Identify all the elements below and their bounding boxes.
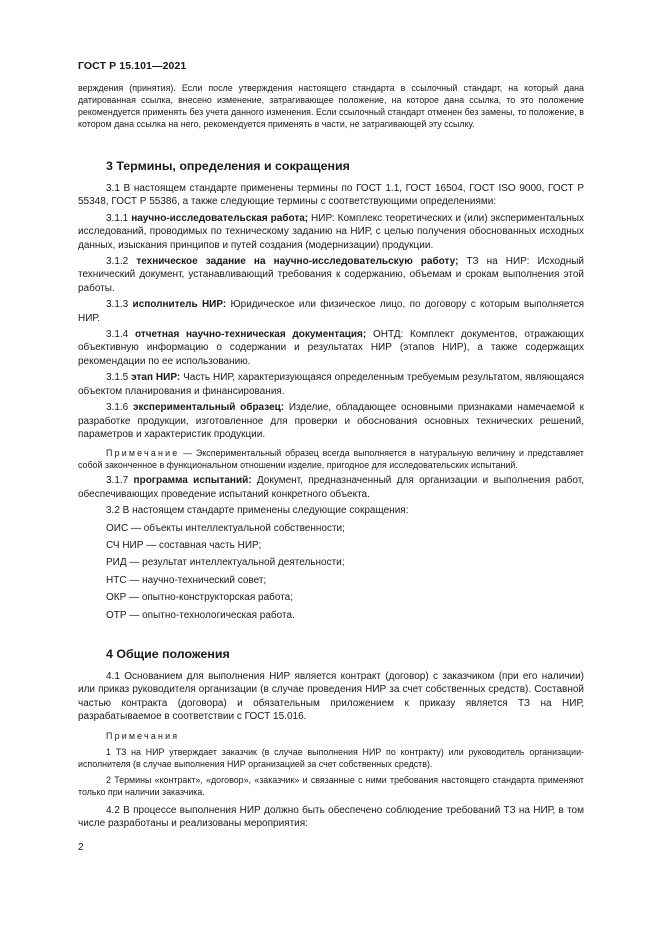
document-header: ГОСТ Р 15.101—2021	[78, 60, 187, 72]
term-name: техническое задание на научно-исследовательскую работу;	[136, 256, 459, 268]
paragraph-3-2: 3.2 В настоящем стандарте применены следующие сокращения:	[106, 505, 409, 517]
abbreviation-item: НТС — научно-технический совет;	[106, 574, 267, 586]
term-3-1-2: 3.1.2 техническое задание на научно-исследовательскую работу; ТЗ на НИР: Исходный технический документ, устанавливающий требования к содержанию, объемам и срокам выполнения этой работы.	[78, 256, 584, 294]
term-3-1-7: 3.1.7 программа испытаний: Документ, предназначенный для организации и выполнения работ, обеспечивающих проведение испытаний конкретного объекта.	[78, 475, 584, 500]
page-content	[78, 82, 584, 830]
term-name: этап НИР:	[131, 372, 181, 384]
term-3-1-5: 3.1.5 этап НИР: Часть НИР, характеризующаяся определенным требуемым результатом, являющаяся объектом планирования и финансирования.	[78, 372, 584, 397]
page-number: 2	[78, 842, 84, 853]
term-3-1-6: 3.1.6 экспериментальный образец: Изделие, обладающее основными признаками намечаемой к разработке продукции, изготовленное для проверки и обоснования основных технических решений, параметров и характеристик продукции.	[78, 402, 584, 440]
note-3-1-6: Примечание — Экспериментальный образец всегда выполняется в натуральную величину и представляет собой законченное в функциональном отношении изделие, пригодное для исследовательских испытаний.	[78, 448, 584, 471]
term-3-1-1: 3.1.1 научно-исследовательская работа; НИР: Комплекс теоретических и (или) экспериментальных исследований, проводимых по техническому заданию на НИР, с целью получения обоснованных исходных данных, изыскания принципов и путей создания (модернизации) продукции.	[78, 212, 584, 251]
term-name: отчетная научно-техническая документация;	[134, 329, 367, 341]
paragraph-4-1: 4.1 Основанием для выполнения НИР является контракт (договор) с заказчиком (при его наличии) или приказ руководителя организации (в случае проведения НИР за счет собственных средств). Составной частью контракта (договора) и обязательным приложением к приказу является ТЗ на НИР, разрабатываемое в соответствии с ГОСТ 15.016.	[78, 670, 584, 723]
term-name: исполнитель НИР:	[132, 299, 227, 311]
term-3-1-3: 3.1.3 исполнитель НИР: Юридическое или физическое лицо, по договору с которым выполняется НИР.	[78, 299, 584, 324]
abbreviation-item: ОТР — опытно-технологическая работа.	[106, 609, 295, 621]
abbreviation-item: ОКР — опытно-конструкторская работа;	[106, 592, 294, 604]
term-name: программа испытаний:	[133, 475, 252, 487]
section-3-title: 3 Термины, определения и сокращения	[106, 159, 350, 173]
notes-label: Примечания	[106, 730, 180, 741]
intro-paragraph: верждения (принятия). Если после утверждения настоящего стандарта в ссылочный стандарт, на который дана датированная ссылка, внесено изменение, затрагивающее положение, на которое дана ссылка, то это положение рекомендуется применять без учета данного изменения. Если ссылочный стандарт отменен без замены, то положение, в котором дана ссылка на него, рекомендуется применять в части, не затрагивающей эту ссылку.	[78, 83, 584, 129]
abbreviation-item: ОИС — объекты интеллектуальной собственности;	[106, 522, 345, 534]
term-name: научно-исследовательская работа;	[131, 212, 309, 224]
paragraph-4-2: 4.2 В процессе выполнения НИР должно быть обеспечено соблюдение требований ТЗ на НИР, в том числе разработаны и реализованы мероприятия:	[78, 804, 584, 829]
paragraph-3-1: 3.1 В настоящем стандарте применены термины по ГОСТ 1.1, ГОСТ 16504, ГОСТ ISO 9000, ГОСТ Р 55348, ГОСТ Р 55386, а также следующие термины с соответствующими определениями:	[78, 183, 584, 208]
abbreviation-item: СЧ НИР — составная часть НИР;	[106, 539, 262, 551]
abbreviation-item: РИД — результат интеллектуальной деятельности;	[106, 557, 345, 569]
term-name: экспериментальный образец:	[132, 402, 285, 414]
note-item: 2 Термины «контракт», «договор», «заказчик» и связанные с ними требования настоящего стандарта применяют только при наличии заказчика.	[78, 774, 584, 797]
note-item: 1 ТЗ на НИР утверждает заказчик (в случае выполнения НИР по контракту) или руководитель организации-исполнителя (в случае выполнения НИР организацией за счет собственных средств).	[78, 746, 584, 769]
term-3-1-4: 3.1.4 отчетная научно-техническая документация; ОНТД: Комплект документов, отражающих объективную информацию о содержании и результатах НИР (этапов НИР), а также содержащих рекомендации по ее использованию.	[78, 329, 584, 367]
section-4-title: 4 Общие положения	[106, 646, 230, 661]
